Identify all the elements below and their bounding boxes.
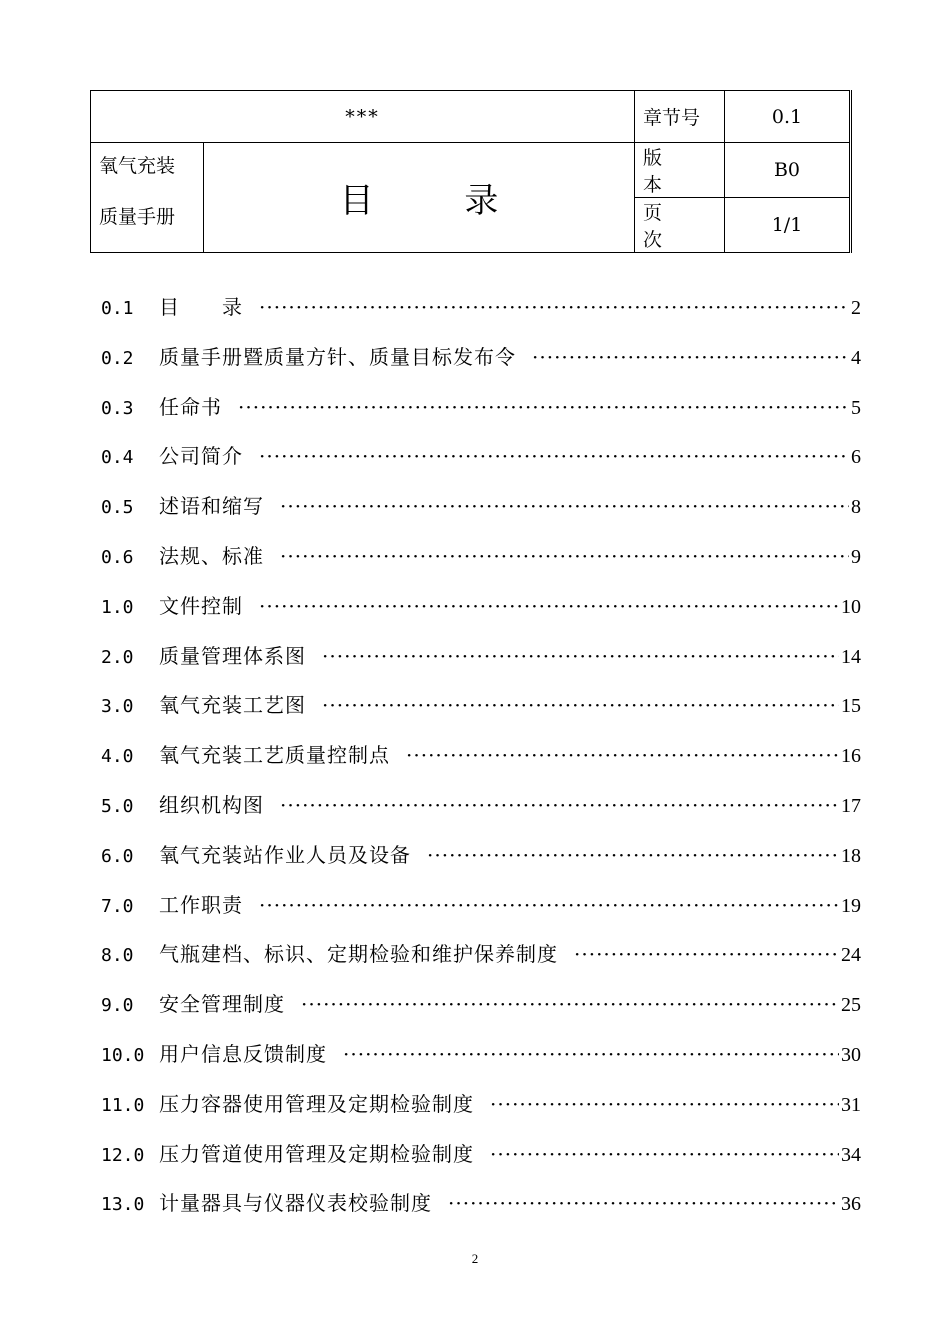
toc-entry[interactable] (101, 490, 861, 540)
toc-entry-title: 安全管理制度 (159, 992, 285, 1017)
toc-entry-title: 工作职责 (159, 892, 243, 917)
toc-entry-title: 气瓶建档、标识、定期检验和维护保养制度 (159, 942, 558, 967)
toc-dot-leader (301, 994, 839, 1014)
toc-entry[interactable] (101, 938, 861, 988)
toc-entry-title: 目 录 (159, 295, 243, 319)
toc-entry-number: 0.1 (101, 298, 134, 319)
toc-dot-leader (448, 1193, 839, 1213)
page-count-label-text: 页 次 (643, 202, 685, 251)
toc-entry-page: 2 (851, 297, 861, 319)
toc-entry-number: 1.0 (101, 596, 134, 618)
toc-dot-leader (322, 695, 839, 715)
version-label-text: 版 本 (643, 147, 685, 196)
toc-entry[interactable] (101, 689, 861, 739)
toc-entry-number: 2.0 (101, 646, 134, 668)
toc-entry-page: 30 (841, 1043, 861, 1066)
toc-entry-number: 5.0 (101, 795, 134, 817)
toc-dot-leader (343, 1044, 839, 1064)
toc-entry-number: 6.0 (101, 845, 134, 867)
section-value: 0.1 (725, 91, 851, 143)
toc-entry-title: 组织机构图 (159, 792, 264, 817)
org-line-1: 氧气充装 (99, 155, 176, 177)
toc-entry-title: 氧气充装工艺图 (159, 693, 306, 718)
toc-dot-leader (406, 745, 839, 765)
toc-entry-title: 氧气充装站作业人员及设备 (159, 842, 411, 867)
toc-entry[interactable] (101, 291, 861, 341)
toc-entry-page: 16 (841, 745, 861, 768)
toc-dot-leader (280, 795, 839, 815)
toc-dot-leader (259, 297, 849, 317)
toc-dot-leader (322, 646, 839, 666)
toc-entry-page: 6 (851, 446, 861, 469)
toc-entry[interactable] (101, 590, 861, 640)
toc-entry[interactable] (101, 839, 861, 889)
toc-entry-page: 36 (841, 1193, 861, 1216)
toc-entry-page: 15 (841, 695, 861, 718)
toc-entry-number: 0.5 (101, 497, 134, 519)
toc-dot-leader (427, 845, 839, 865)
toc-entry-number: 0.2 (101, 347, 134, 369)
toc-entry-number: 8.0 (101, 945, 134, 967)
toc-entry-page: 4 (851, 346, 861, 369)
toc-entry-page: 17 (841, 794, 861, 817)
toc-dot-leader (259, 596, 839, 616)
page-title: 目 录 (204, 143, 635, 253)
toc-entry[interactable] (101, 889, 861, 939)
toc-entry-number: 9.0 (101, 995, 134, 1017)
page-count-label (635, 198, 725, 253)
toc-entry-page: 5 (851, 396, 861, 419)
toc-entry-title: 文件控制 (159, 593, 243, 618)
toc-dot-leader (280, 496, 849, 516)
toc-dot-leader (259, 446, 849, 466)
toc-entry-number: 0.3 (101, 397, 134, 419)
toc-entry-page: 24 (841, 944, 861, 967)
toc-entry[interactable] (101, 1038, 861, 1088)
toc-entry-page: 10 (841, 595, 861, 618)
section-label: 章节号 (635, 91, 725, 143)
toc-dot-leader (532, 347, 849, 367)
toc-entry[interactable] (101, 1187, 861, 1237)
toc-dot-leader (490, 1094, 839, 1114)
toc-entry[interactable] (101, 440, 861, 490)
toc-entry-page: 18 (841, 844, 861, 867)
toc-entry-title: 任命书 (159, 394, 222, 419)
toc-entry-number: 4.0 (101, 746, 134, 768)
toc-entry-number: 12.0 (101, 1144, 145, 1166)
toc-entry-page: 31 (841, 1093, 861, 1116)
toc-entry-number: 7.0 (101, 895, 134, 917)
toc-dot-leader (574, 944, 839, 964)
toc-dot-leader (280, 546, 849, 566)
toc-entry[interactable] (101, 640, 861, 690)
toc-entry-page: 34 (841, 1143, 861, 1166)
toc-entry[interactable] (101, 540, 861, 590)
toc-entry-title: 压力容器使用管理及定期检验制度 (159, 1091, 474, 1116)
toc-entry[interactable] (101, 1138, 861, 1188)
toc-entry-page: 14 (841, 645, 861, 668)
toc-dot-leader (238, 397, 849, 417)
toc-entry-title: 法规、标准 (159, 543, 264, 568)
manual-name-cell (91, 143, 204, 253)
toc-entry-title: 公司简介 (159, 444, 243, 469)
toc-entry-number: 3.0 (101, 696, 134, 718)
toc-entry[interactable] (101, 789, 861, 839)
toc-entry-title: 氧气充装工艺质量控制点 (159, 743, 390, 768)
toc-entry-number: 11.0 (101, 1094, 145, 1116)
table-of-contents (101, 291, 861, 1237)
toc-entry-number: 0.4 (101, 447, 134, 469)
toc-entry-title: 质量管理体系图 (159, 643, 306, 668)
toc-entry-page: 25 (841, 994, 861, 1017)
toc-entry-title: 计量器具与仪器仪表校验制度 (159, 1191, 432, 1216)
toc-entry[interactable] (101, 739, 861, 789)
toc-entry-title: 压力管道使用管理及定期检验制度 (159, 1141, 474, 1166)
toc-entry[interactable] (101, 1088, 861, 1138)
toc-dot-leader (259, 895, 839, 915)
document-header-table (90, 90, 852, 253)
toc-entry-number: 0.6 (101, 546, 134, 568)
version-label (635, 143, 725, 198)
version-value: B0 (725, 143, 851, 198)
toc-entry[interactable] (101, 988, 861, 1038)
page-number: 2 (471, 1251, 479, 1266)
header-top-center: *** (91, 91, 635, 143)
org-line-2: 质量手册 (99, 206, 176, 228)
toc-entry-page: 9 (851, 545, 861, 568)
toc-entry-title: 用户信息反馈制度 (159, 1041, 327, 1066)
toc-dot-leader (490, 1144, 839, 1164)
toc-entry[interactable] (101, 391, 861, 441)
toc-entry-number: 13.0 (101, 1194, 145, 1216)
toc-entry-page: 8 (851, 496, 861, 519)
toc-entry-title: 述语和缩写 (159, 494, 264, 519)
toc-entry-page: 19 (841, 894, 861, 917)
toc-entry[interactable] (101, 341, 861, 391)
page-count-value: 1/1 (725, 198, 851, 253)
toc-entry-number: 10.0 (101, 1044, 145, 1066)
toc-entry-title: 质量手册暨质量方针、质量目标发布令 (159, 344, 516, 369)
